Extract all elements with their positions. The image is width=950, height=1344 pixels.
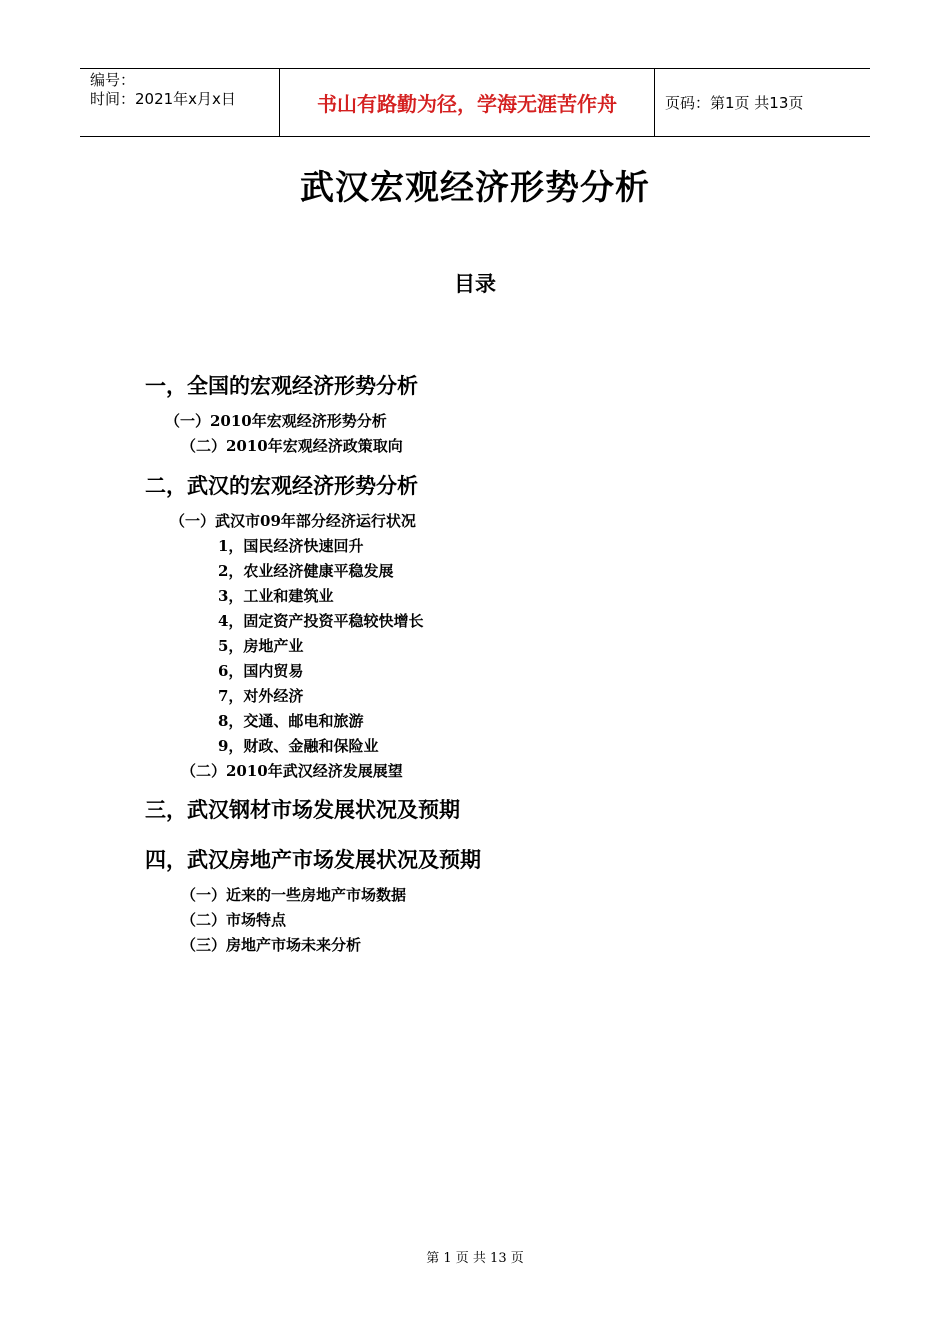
toc-section-1: 一，全国的宏观经济形势分析 — [145, 374, 418, 398]
toc-subsection-4-1: （一）近来的一些房地产市场数据 — [181, 886, 407, 904]
toc-item-2-1-3: 3，工业和建筑业 — [218, 587, 334, 605]
toc-title: 目录 — [454, 272, 496, 296]
header-motto: 书山有路勤为径，学海无涯苦作舟 — [280, 69, 655, 136]
header-meta — [80, 69, 280, 136]
toc-subsection-1-1: （一）2010年宏观经济形势分析 — [165, 412, 387, 430]
document-title: 武汉宏观经济形势分析 — [300, 168, 650, 208]
toc-item-2-1-5: 5，房地产业 — [218, 637, 304, 655]
toc-item-2-1-4: 4，固定资产投资平稳较快增长 — [218, 612, 424, 630]
toc-item-2-1-9: 9，财政、金融和保险业 — [218, 737, 379, 755]
toc-item-2-1-6: 6，国内贸易 — [218, 662, 304, 680]
toc-item-2-1-8: 8，交通、邮电和旅游 — [218, 712, 364, 730]
header-date: 时间：2021年x月x日 — [90, 90, 236, 108]
toc-subsection-2-1: （一）武汉市09年部分经济运行状况 — [170, 512, 416, 530]
toc-subsection-4-3: （三）房地产市场未来分析 — [181, 936, 362, 954]
header-number: 编号： — [90, 71, 136, 89]
toc-subsection-4-2: （二）市场特点 — [181, 911, 287, 929]
toc-item-2-1-1: 1，国民经济快速回升 — [218, 537, 364, 555]
toc-subsection-2-2: （二）2010年武汉经济发展展望 — [181, 762, 403, 780]
toc-section-3: 三，武汉钢材市场发展状况及预期 — [145, 798, 460, 822]
page-header — [80, 68, 870, 137]
toc-item-2-1-7: 7，对外经济 — [218, 687, 304, 705]
page-footer: 第 1 页 共 13 页 — [426, 1251, 524, 1266]
header-page-info: 页码：第1页 共13页 — [665, 94, 804, 112]
toc-item-2-1-2: 2，农业经济健康平稳发展 — [218, 562, 394, 580]
toc-section-4: 四，武汉房地产市场发展状况及预期 — [145, 848, 481, 872]
toc-subsection-1-2: （二）2010年宏观经济政策取向 — [181, 437, 403, 455]
toc-section-2: 二，武汉的宏观经济形势分析 — [145, 474, 418, 498]
